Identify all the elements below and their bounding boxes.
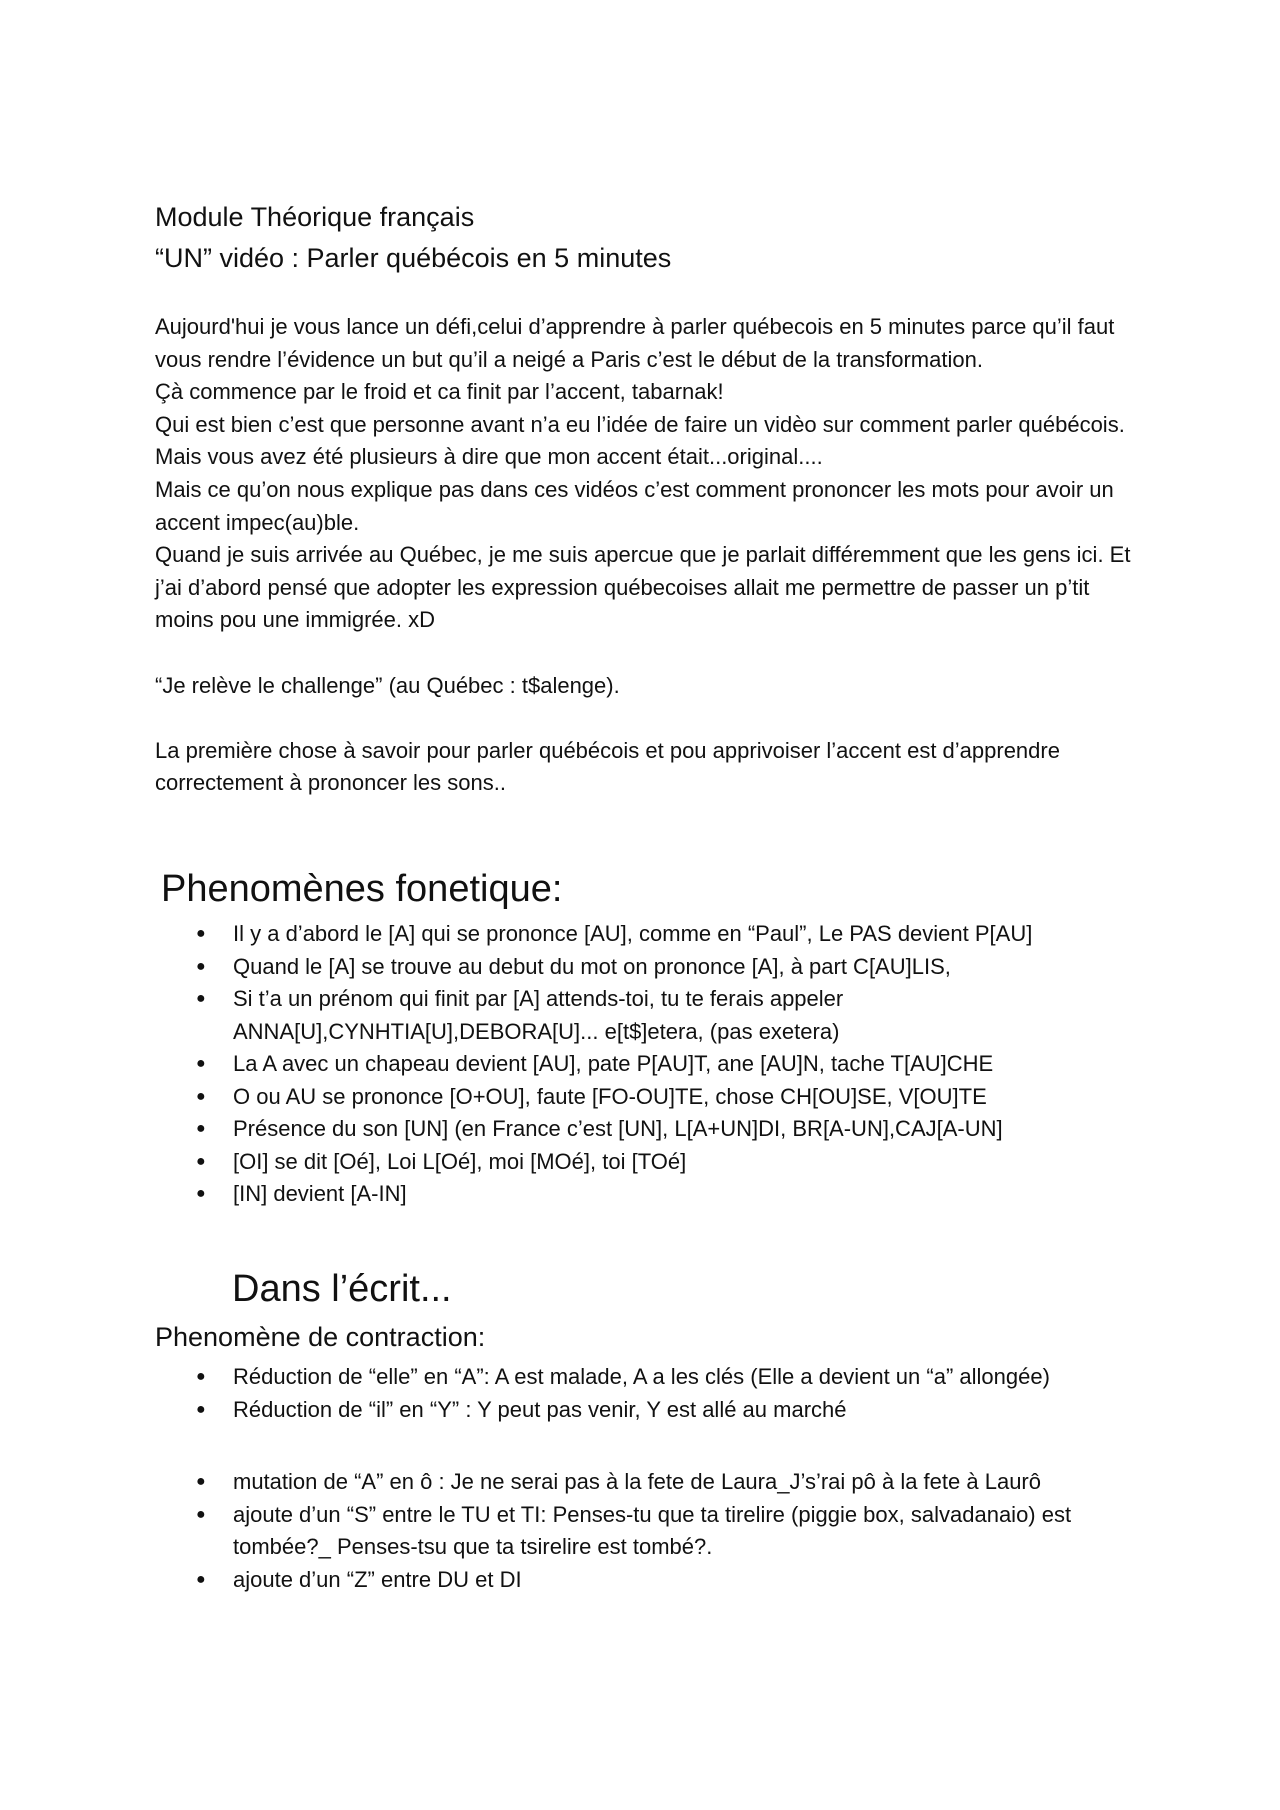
list-item (0, 1466, 1153, 1499)
list-item-text: O ou AU se prononce [O+OU], faute [FO-OU]TE, chose CH[OU]SE, V[OU]TE (233, 1083, 987, 1109)
list-item-text: Il y a d’abord le [A] qui se prononce [AU], comme en “Paul”, Le PAS devient P[AU] (233, 921, 1033, 946)
list-item-text: Quand le [A] se trouve au debut du mot on prononce [A], à part C[AU]LIS, (233, 953, 951, 979)
bullet-icon: ● (196, 1473, 206, 1490)
contraction-list (0, 1361, 1280, 1426)
bullet-icon: ● (196, 1087, 206, 1105)
list-item (0, 1178, 1153, 1211)
list-item (0, 983, 1153, 1048)
bullet-icon: ● (196, 1400, 206, 1418)
bullet-icon: ● (196, 990, 206, 1007)
bullet-icon: ● (196, 1368, 206, 1385)
list-item-text: Réduction de “elle” en “A”: A est malade, A a les clés (Elle a devient un “a” allongée) (233, 1364, 1050, 1389)
list-item (0, 1394, 1153, 1427)
list-item-text: [IN] devient [A-IN] (233, 1181, 407, 1206)
phonetics-list (0, 918, 1280, 1211)
bullet-icon: ● (196, 1505, 206, 1523)
intro-paragraph: Mais ce qu’on nous explique pas dans ces vidéos c’est comment prononcer les mots pour avoir un accent impec(au)ble. (155, 476, 1114, 535)
document-subtitle: “UN” vidéo : Parler québécois en 5 minutes (155, 243, 672, 273)
list-item (0, 1081, 1153, 1114)
list-item-text: La A avec un chapeau devient [AU], pate P[AU]T, ane [AU]N, tache T[AU]CHE (233, 1051, 994, 1076)
list-item (0, 918, 1153, 951)
paragraph-spacer (155, 637, 1135, 670)
list-item (0, 951, 1153, 984)
list-item (0, 1146, 1153, 1179)
list-item-text: mutation de “A” en ô : Je ne serai pas à la fete de Laura_J’s’rai pô à la fete à Laurô (233, 1469, 1041, 1494)
list-item-text: Présence du son [UN] (en France c’est [UN], L[A+UN]DI, BR[A-UN],CAJ[A-UN] (233, 1116, 1003, 1141)
list-item-text: Si t’a un prénom qui finit par [A] attends-toi, tu te ferais appeler ANNA[U],CYNHTIA[U],DEBORA[U]... e[t$]etera, (pas exetera) (233, 986, 844, 1044)
phonetics-heading: Phenomènes fonetique: (161, 868, 563, 910)
document-title: Module Théorique français (155, 202, 475, 232)
list-item-text: ajoute d’un “Z” entre DU et DI (233, 1566, 522, 1592)
bullet-icon: ● (196, 1055, 206, 1072)
list-item (0, 1113, 1153, 1146)
intro-paragraph: “Je relève le challenge” (au Québec : t$alenge). (155, 672, 620, 698)
bullet-icon: ● (196, 1120, 206, 1137)
list-item-text: ajoute d’un “S” entre le TU et TI: Penses-tu que ta tirelire (piggie box, salvadanaio) est tombée?_ Penses-tsu que ta tsirelire est tombé?. (233, 1501, 1072, 1559)
intro-text (155, 311, 1135, 800)
bullet-icon: ● (196, 1152, 206, 1170)
mutation-list (0, 1466, 1280, 1596)
list-item-text: Réduction de “il” en “Y” : Y peut pas venir, Y est allé au marché (233, 1396, 847, 1422)
intro-paragraph: Quand je suis arrivée au Québec, je me suis apercue que je parlait différemment que les gens ici. Et j’ai d’abord pensé que adopter les expression québecoises allait me permettre de passer un p’tit moins pou une immigrée. xD (155, 542, 1131, 633)
list-item (0, 1564, 1153, 1597)
list-item (0, 1048, 1153, 1081)
bullet-icon: ● (196, 925, 206, 942)
writing-heading: Dans l’écrit... (232, 1268, 452, 1310)
bullet-icon: ● (196, 1570, 206, 1588)
bullet-icon: ● (196, 957, 206, 975)
intro-paragraph: La première chose à savoir pour parler québécois et pou apprivoiser l’accent est d’apprendre correctement à prononcer les sons.. (155, 737, 1060, 796)
intro-paragraph: Çà commence par le froid et ca finit par l’accent, tabarnak! (155, 379, 724, 405)
paragraph-spacer (155, 702, 1135, 735)
list-item (0, 1499, 1153, 1564)
contraction-subheading: Phenomène de contraction: (155, 1322, 486, 1352)
list-item-text: [OI] se dit [Oé], Loi L[Oé], moi [MOé], toi [TOé] (233, 1148, 687, 1174)
intro-paragraph: Qui est bien c’est que personne avant n’a eu l’idée de faire un vidèo sur comment parler québécois. Mais vous avez été plusieurs à dire que mon accent était...original.... (155, 411, 1125, 470)
bullet-icon: ● (196, 1185, 206, 1202)
intro-paragraph: Aujourd'hui je vous lance un défi,celui d’apprendre à parler québecois en 5 minutes parce qu’il faut vous rendre l’évidence un but qu’il a neigé a Paris c’est le début de la transformation. (155, 314, 1115, 372)
list-item (0, 1361, 1153, 1394)
